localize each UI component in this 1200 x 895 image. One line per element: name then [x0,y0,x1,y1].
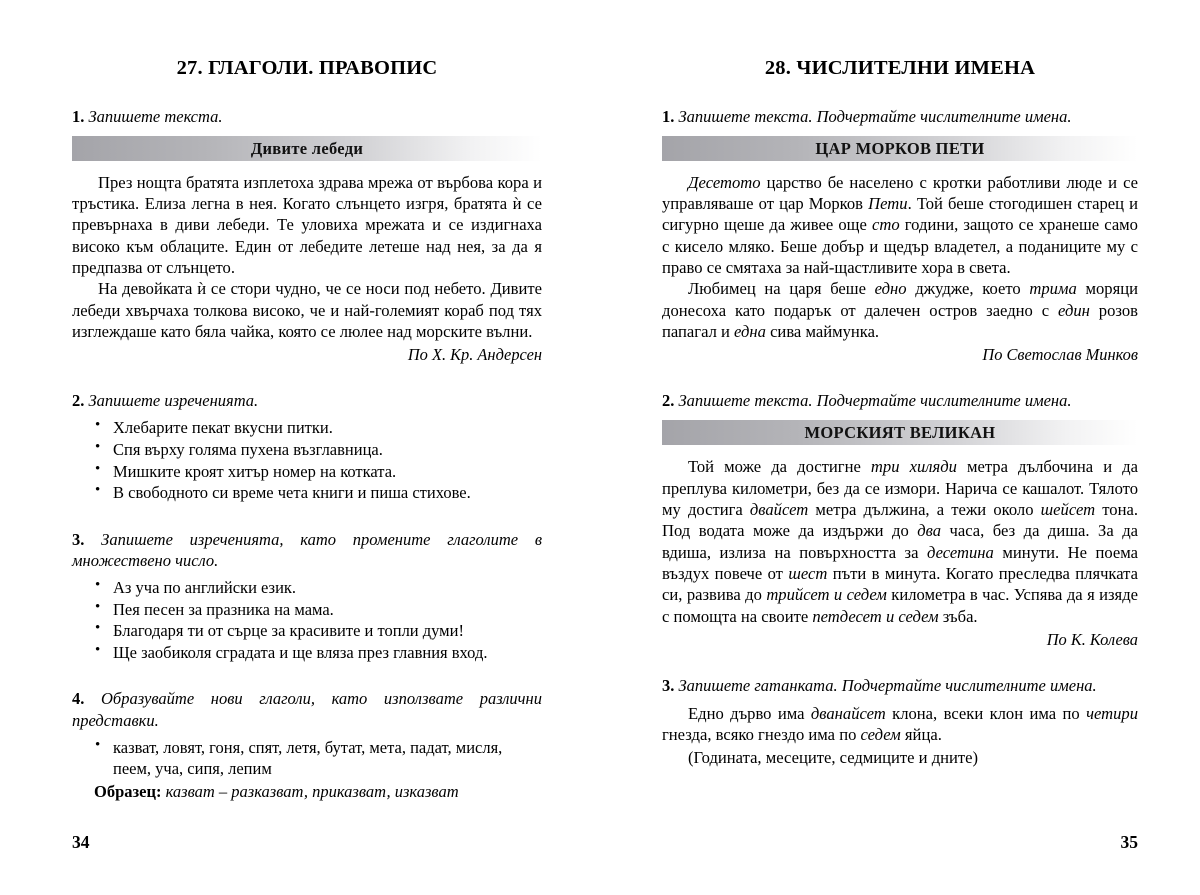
exercise-number: 3. [662,675,675,695]
exercise-1-heading [72,106,542,127]
exercise-3-list [72,577,542,663]
list-item: • Аз уча по английски език. [94,577,542,599]
exercise-instruction: Запишете изреченията. [88,391,259,411]
exercise-instruction: Запишете гатанката. Подчертайте числителните имена. [678,675,1097,695]
exercise-number: 2. [72,391,85,411]
reading-paragraph-1: Десетото царство бе населено с кротки работливи люде и се управляваше от цар Морков Пети. Той беше стогодишен старец и сигурно щеше да живее още сто години, защото се хранеше само с кисело мляко. Беше добър и щедър владетел, а поданиците му с право се смятаха за най-щастливите хора в света. [662,172,1139,277]
exercise-instruction: Запишете изреченията, като промените глаголите в множествено число. [72,529,543,570]
riddle-text: Едно дърво има дванайсет клона, всеки клон има по четири гнезда, всяко гнездо има по седем яйца. [662,703,1138,745]
list-item: • казват, ловят, гоня, спят, летя, бутат, мета, падат, мисля, пеем, уча, сипя, лепим [94,737,542,780]
list-item: • Благодаря ти от сърце за красивите и топли думи! [94,620,542,642]
list-item: • Спя върху голяма пухена възглавница. [94,439,542,461]
exercise-4-heading [72,688,542,730]
sample-label: Образец: [94,781,162,801]
attribution-andersen: По Х. Кр. Андерсен [407,345,542,365]
exercise-instruction: Образувайте нови глаголи, като използвате различни представки. [72,689,542,730]
riddle-answer: (Годината, месеците, седмиците и дните) [688,747,979,767]
exercise-2-heading [72,390,542,411]
list-item: • Пея песен за празника на мама. [94,599,542,621]
page-number-right: 35 [1120,832,1138,852]
exercise-2-list [72,417,542,503]
exercise-3-heading [662,675,1138,696]
exercise-1-heading [662,106,1138,127]
list-item: • Мишките кроят хитър номер на котката. [94,461,542,483]
reading-paragraph-2: Любимец на царя беше едно джудже, което трима моряци донесоха като подарък от далечен остров заедно с един розов папагал и една сива маймунка. [662,279,1138,341]
list-item: • В свободното си време чета книги и пиша стихове. [94,482,542,504]
text-title-bar-dивите-лебеди: Дивите лебеди [72,136,542,161]
sample-answer-line [94,781,542,803]
exercise-2-heading [662,390,1138,411]
exercise-number: 4. [72,689,85,709]
exercise-number: 2. [662,391,675,411]
exercise-number: 1. [72,106,85,126]
list-item: • Хлебарите пекат вкусни питки. [94,417,542,439]
exercise-number: 1. [662,106,675,126]
exercise-instruction: Запишете текста. [88,106,223,126]
exercise-instruction: Запишете текста. Подчертайте числителните имена. [678,391,1072,411]
exercise-4-list [72,737,542,780]
right-page [600,0,1200,895]
reading-paragraph-1: През нощта братята изплетоха здрава мрежа от върбова кора и тръстика. Елиза легна в нея. Когато слънцето изгря, братята ѝ се превърнаха в диви лебеди. Те уловиха мрежата и се издигнаха високо към облаците. Един от лебедите летеше над нея, за да я предпазва от слънцето. [72,172,542,277]
exercise-number: 3. [72,529,85,549]
sample-text: казват – разказват, приказват, изказват [165,781,459,801]
text-title-bar-morskiyat-velikan: МОРСКИЯТ ВЕЛИКАН [662,420,1138,445]
exercise-instruction: Запишете текста. Подчертайте числителните имена. [678,106,1072,126]
list-item: • Ще заобиколя сградата и ще вляза през главния вход. [94,642,542,664]
reading-paragraph-2: На девойката ѝ се стори чудно, че се носи под небето. Дивите лебеди хвърчаха толкова високо, че и най-големият кораб под тях изглеждаше като бяла чайка, която се люлее над морските вълни. [72,279,542,341]
page-title-right: 28. ЧИСЛИТЕЛНИ ИМЕНА [764,57,1036,79]
attribution-koleva: По К. Колева [1046,629,1138,649]
reading-paragraph-1: Той може да достигне три хиляди метра дълбочина и да преплува километри, без да се измори. Нарича се кашалот. Тялото му достига двайсет метра дължина, а тежи около шейсет тона. Под водата може да издържи до два часа, без да диша. За да вдиша, излиза на повърхността за десетина минути. Не поема въздух повече от шест пъти в минута. Когато преследва плячката си, развива до трийсет и седем километра в час. Успява да я изяде с помощта на своите петдесет и седем зъба. [662,457,1138,626]
page-number-left: 34 [72,832,90,852]
text-title-bar-tsar-morkov-peti: ЦАР МОРКОВ ПЕТИ [662,136,1138,161]
exercise-3-heading [72,529,542,571]
attribution-minkov: По Светослав Минков [982,345,1138,365]
page-title-left: 27. ГЛАГОЛИ. ПРАВОПИС [176,57,438,79]
